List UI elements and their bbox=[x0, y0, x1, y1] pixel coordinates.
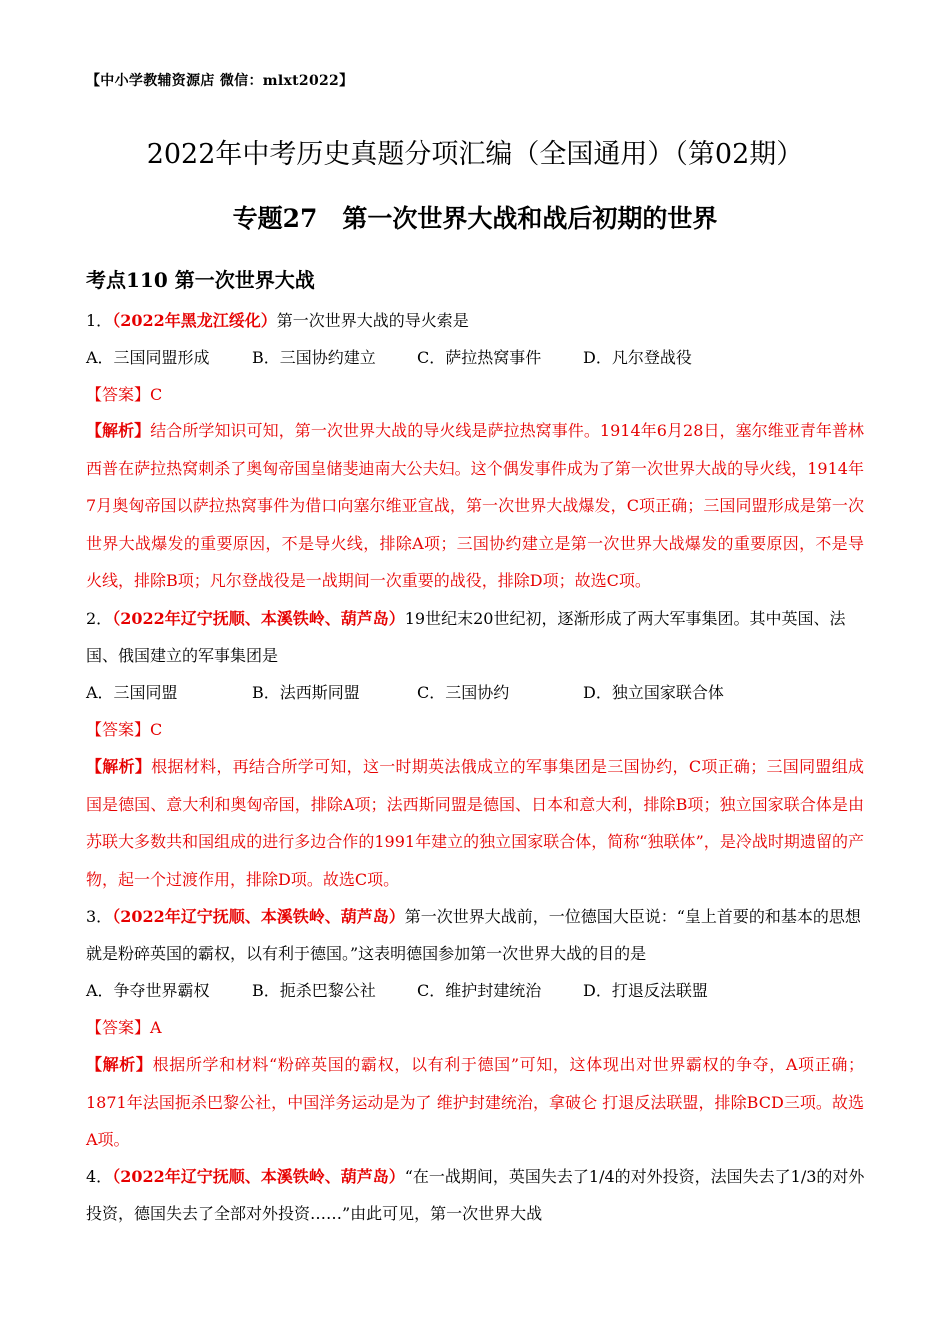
question-number: 2． bbox=[86, 609, 113, 628]
question-3-options bbox=[86, 972, 866, 1009]
question-1 bbox=[86, 302, 866, 339]
watermark-text: 【中小学教辅资源店 微信：mlxt2022】 bbox=[86, 73, 354, 89]
question-stem: 第一次世界大战的导火索是 bbox=[276, 311, 469, 330]
question-3 bbox=[86, 898, 866, 972]
option-d: D．独立国家联合体 bbox=[583, 683, 724, 702]
question-stem: 第一次世界大战前，一位德国大臣说：“皇上首要的和基本的思想就是粉碎英国的霸权，以有利于德国。”这表明德国参加第一次世界大战的目的是 bbox=[86, 907, 861, 963]
explanation-label: 【解析】 bbox=[86, 421, 151, 440]
question-number: 3． bbox=[86, 907, 113, 926]
answer-value: A bbox=[150, 1018, 162, 1037]
answer-value: C bbox=[150, 385, 163, 404]
question-source: （2022年辽宁抚顺、本溪铁岭、葫芦岛） bbox=[112, 907, 405, 926]
answer-label: 【答案】 bbox=[86, 385, 151, 404]
option-a: A．争夺世界霸权 bbox=[86, 981, 210, 1000]
section-heading: 考点110 第一次世界大战 bbox=[86, 268, 315, 292]
option-b: B．扼杀巴黎公社 bbox=[252, 981, 376, 1000]
answer-3 bbox=[86, 1009, 162, 1046]
option-a: A．三国同盟形成 bbox=[86, 348, 210, 367]
question-number: 4． bbox=[86, 1167, 113, 1186]
explanation-text: 根据材料，再结合所学可知，这一时期英法俄成立的军事集团是三国协约，C项正确；三国同盟组成国是德国、意大利和奥匈帝国，排除A项；法西斯同盟是德国、日本和意大利，排除B项；独立国家联合体是由苏联大多数共和国组成的进行多边合作的1991年建立的独立国家联合体，简称“独联体”，是冷战时期遗留的产物，起一个过渡作用，排除D项。故选C项。 bbox=[86, 757, 864, 889]
question-4 bbox=[86, 1158, 866, 1232]
explanation-2 bbox=[86, 748, 864, 898]
option-d: D．凡尔登战役 bbox=[583, 348, 692, 367]
question-source: （2022年辽宁抚顺、本溪铁岭、葫芦岛） bbox=[112, 609, 405, 628]
answer-1 bbox=[86, 376, 162, 413]
explanation-label: 【解析】 bbox=[86, 1055, 153, 1074]
option-b: B．三国协约建立 bbox=[252, 348, 376, 367]
answer-2 bbox=[86, 711, 162, 748]
document-title: 2022年中考历史真题分项汇编（全国通用）（第02期） bbox=[146, 139, 804, 170]
question-source: （2022年辽宁抚顺、本溪铁岭、葫芦岛） bbox=[112, 1167, 405, 1186]
question-number: 1． bbox=[86, 311, 113, 330]
option-b: B．法西斯同盟 bbox=[252, 683, 360, 702]
question-2 bbox=[86, 600, 866, 674]
explanation-3 bbox=[86, 1046, 864, 1159]
answer-value: C bbox=[150, 720, 163, 739]
question-stem: “在一战期间，英国失去了1/4的对外投资，法国失去了1/3的对外投资，德国失去了全部对外投资……”由此可见，第一次世界大战 bbox=[86, 1167, 865, 1223]
explanation-1 bbox=[86, 412, 864, 600]
topic-subtitle: 专题27 第一次世界大战和战后初期的世界 bbox=[232, 204, 718, 233]
option-d: D．打退反法联盟 bbox=[583, 981, 708, 1000]
explanation-text: 根据所学和材料“粉碎英国的霸权，以有利于德国”可知，这体现出对世界霸权的争夺，A项正确；1871年法国扼杀巴黎公社，中国洋务运动是为了 维护封建统治，拿破仑 打退反法联盟，排除BCD三项。故选A项。 bbox=[86, 1055, 864, 1149]
question-2-options bbox=[86, 674, 866, 711]
answer-label: 【答案】 bbox=[86, 720, 151, 739]
question-source: （2022年黑龙江绥化） bbox=[112, 311, 277, 330]
option-c: C．萨拉热窝事件 bbox=[417, 348, 542, 367]
answer-label: 【答案】 bbox=[86, 1018, 151, 1037]
option-a: A．三国同盟 bbox=[86, 683, 178, 702]
explanation-label: 【解析】 bbox=[86, 757, 152, 776]
question-1-options bbox=[86, 339, 866, 376]
question-stem: 19世纪末20世纪初，逐渐形成了两大军事集团。其中英国、法国、俄国建立的军事集团是 bbox=[86, 609, 846, 665]
explanation-text: 结合所学知识可知，第一次世界大战的导火线是萨拉热窝事件。1914年6月28日，塞尔维亚青年普林西普在萨拉热窝刺杀了奥匈帝国皇储斐迪南大公夫妇。这个偶发事件成为了第一次世界大战的导火线，1914年7月奥匈帝国以萨拉热窝事件为借口向塞尔维亚宣战，第一次世界大战爆发，C项正确；三国同盟形成是第一次世界大战爆发的重要原因，不是导火线，排除A项；三国协约建立是第一次世界大战爆发的重要原因，不是导火线，排除B项；凡尔登战役是一战期间一次重要的战役，排除D项；故选C项。 bbox=[86, 421, 864, 590]
option-c: C．三国协约 bbox=[417, 683, 510, 702]
option-c: C．维护封建统治 bbox=[417, 981, 542, 1000]
